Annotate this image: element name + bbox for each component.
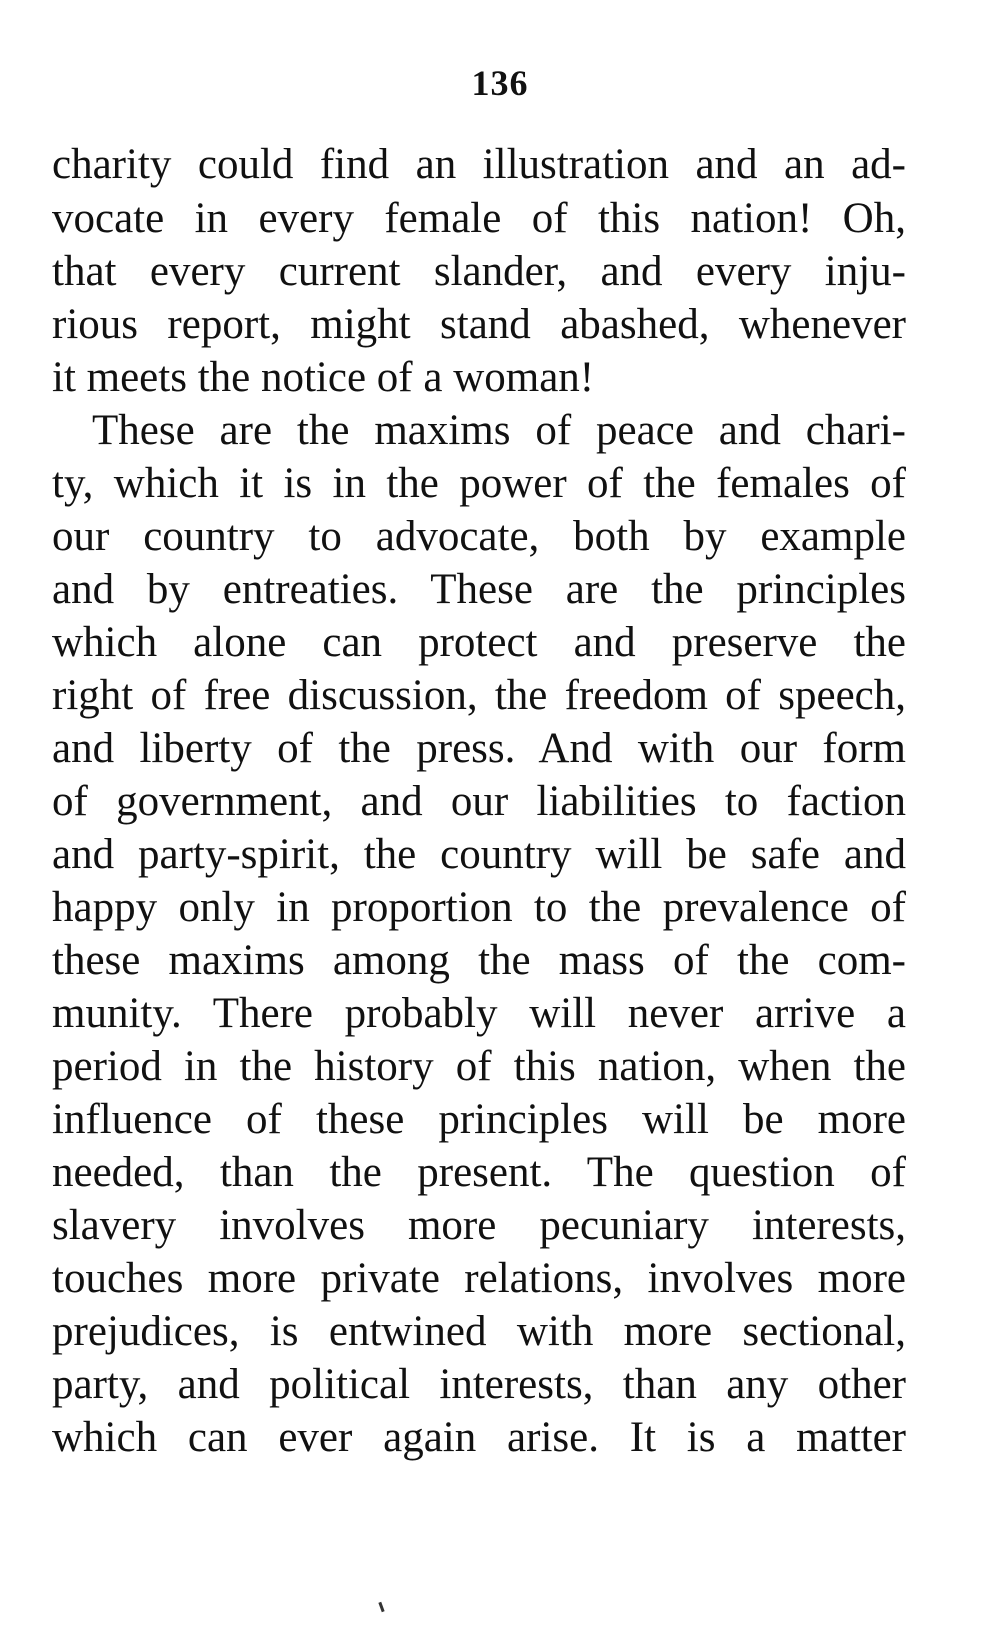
text-line: vocate in every female of this nation! Oh, — [52, 195, 906, 242]
text-line: our country to advocate, both by example — [52, 513, 906, 560]
text-line: which can ever again arise. It is a matter — [52, 1414, 906, 1461]
text-line: party, and political interests, than any other — [52, 1361, 906, 1408]
text-line: and by entreaties. These are the principles — [52, 566, 906, 613]
text-line: ty, which it is in the power of the females of — [52, 460, 906, 507]
text-line: which alone can protect and preserve the — [52, 619, 906, 666]
text-line: right of free discussion, the freedom of speech, — [52, 672, 906, 719]
text-line: munity. There probably will never arrive a — [52, 990, 906, 1037]
text-line: period in the history of this nation, when the — [52, 1043, 906, 1090]
text-line: prejudices, is entwined with more sectional, — [52, 1308, 906, 1355]
text-line: and liberty of the press. And with our form — [52, 725, 906, 772]
text-line: needed, than the present. The question of — [52, 1149, 906, 1196]
text-line: rious report, might stand abashed, whenever — [52, 301, 906, 348]
text-line: touches more private relations, involves more — [52, 1255, 906, 1302]
text-line: that every current slander, and every inju- — [52, 248, 906, 295]
text-line: and party-spirit, the country will be safe and — [52, 831, 906, 878]
text-line: these maxims among the mass of the com- — [52, 937, 906, 984]
text-line: happy only in proportion to the prevalence of — [52, 884, 906, 931]
text-line: it meets the notice of a woman! — [52, 354, 595, 401]
text-line: These are the maxims of peace and chari- — [92, 407, 906, 454]
text-line: of government, and our liabilities to faction — [52, 778, 906, 825]
text-line: charity could find an illustration and an ad- — [52, 141, 906, 188]
stray-ink-mark — [378, 1602, 384, 1612]
text-line: influence of these principles will be more — [52, 1096, 906, 1143]
page-number: 136 — [471, 63, 529, 103]
text-line: slavery involves more pecuniary interests, — [52, 1202, 906, 1249]
